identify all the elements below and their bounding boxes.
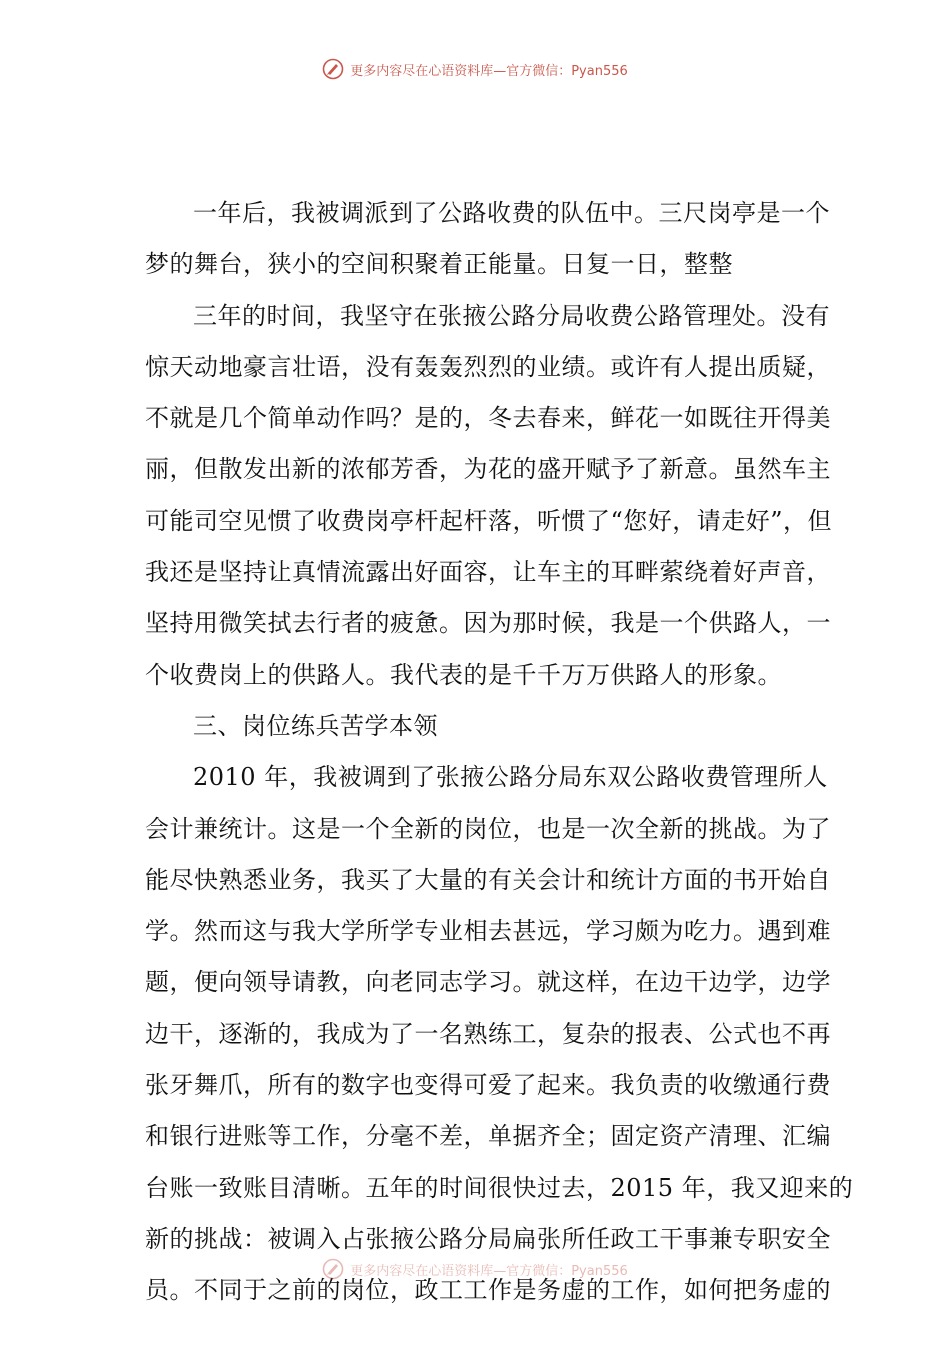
watermark-text: 更多内容尽在心语资料库—官方微信：Pyan556 — [350, 1263, 628, 1279]
text-line: 会计兼统计。这是一个全新的岗位，也是一次全新的挑战。为了 — [145, 814, 831, 843]
text-line: 张牙舞爪，所有的数字也变得可爱了起来。我负责的收缴通行费 — [145, 1071, 831, 1100]
text-line: 个收费岗上的供路人。我代表的是千千万万供路人的形象。 — [145, 660, 782, 689]
text-line: 边干，逐渐的，我成为了一名熟练工，复杂的报表、公式也不再 — [145, 1019, 831, 1048]
text-line: 我还是坚持让真情流露出好面容，让车主的耳畔萦绕着好声音， — [145, 558, 831, 587]
text-line: 坚持用微笑拭去行者的疲惫。因为那时候，我是一个供路人，一 — [145, 609, 831, 638]
text-line: 一年后，我被调派到了公路收费的队伍中。三尺岗亭是一个 — [193, 199, 830, 227]
text-line: 新的挑战：被调入占张掖公路分局扁张所任政工干事兼专职安全 — [145, 1224, 831, 1253]
text-line: 题，便向领导请教，向老同志学习。就这样，在边干边学，边学 — [145, 968, 831, 997]
pen-logo-icon — [322, 58, 344, 80]
document-body — [145, 188, 854, 1317]
text-line: 惊天动地豪言壮语，没有轰轰烈烈的业绩。或许有人提出质疑， — [145, 352, 831, 381]
text-line: 三、岗位练兵苦学本领 — [193, 711, 438, 740]
text-line: 学。然而这与我大学所学专业相去甚远，学习颇为吃力。遇到难 — [145, 917, 831, 946]
footer-watermark — [0, 1258, 950, 1280]
pen-logo-icon — [322, 1258, 344, 1280]
text-line: 丽，但散发出新的浓郁芳香，为花的盛开赋予了新意。虽然车主 — [145, 455, 831, 484]
text-line: 员。不同于之前的岗位，政工工作是务虚的工作，如何把务虚的 — [145, 1276, 831, 1305]
header-watermark — [0, 58, 950, 80]
text-line: 能尽快熟悉业务，我买了大量的有关会计和统计方面的书开始自 — [145, 865, 831, 894]
watermark-text: 更多内容尽在心语资料库—官方微信：Pyan556 — [350, 63, 628, 79]
text-line: 不就是几个简单动作吗？是的，冬去春来，鲜花一如既往开得美 — [145, 404, 831, 433]
text-line: 台账一致账目清晰。五年的时间很快过去，2015 年，我又迎来的 — [145, 1173, 854, 1202]
text-line: 可能司空见惯了收费岗亭杆起杆落，听惯了“您好，请走好”，但 — [145, 506, 833, 535]
text-line: 梦的舞台，狭小的空间积聚着正能量。日复一日，整整 — [145, 250, 733, 279]
text-line: 三年的时间，我坚守在张掖公路分局收费公路管理处。没有 — [193, 301, 830, 330]
text-line: 和银行进账等工作，分毫不差，单据齐全；固定资产清理、汇编 — [145, 1122, 831, 1151]
text-line: 2010 年，我被调到了张掖公路分局东双公路收费管理所人 — [193, 763, 828, 792]
